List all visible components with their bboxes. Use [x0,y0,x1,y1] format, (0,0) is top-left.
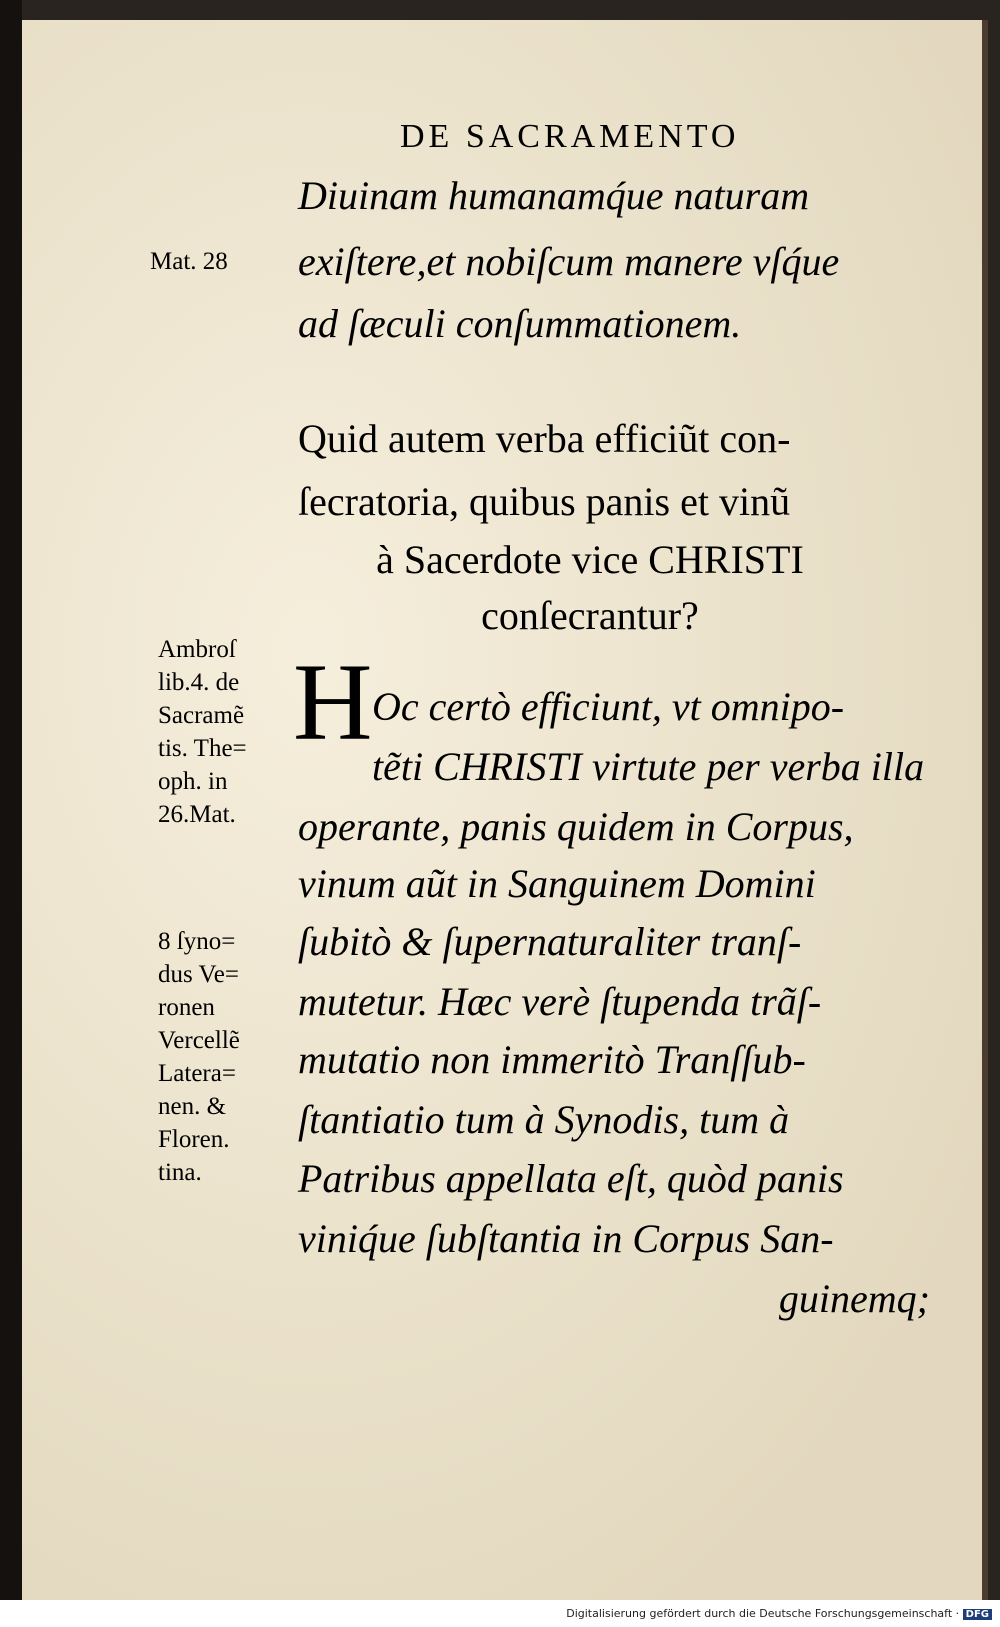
scan-left-edge [0,0,22,1627]
page-heading: DE SACRAMENTO [400,118,740,155]
text-line: exiſtere,et nobiſcum manere vſq́ue [298,239,840,284]
answer-line: mutatio non immeritò Tranſſub- [298,1037,806,1082]
margin-note-ambros: Ambroſ lib.4. de Sacramẽ tis. The= oph. in 26.Mat. [158,636,247,828]
dfg-logo: DFG [963,1609,992,1620]
question-line: ſecratoria, quibus panis et vinũ [298,479,791,524]
question-line: à Sacerdote vice CHRISTI [376,537,804,582]
answer-line: ſtantiatio tum à Synodis, tum à [298,1097,790,1142]
answer-line: Patribus appellata eſt, quòd panis [298,1156,844,1201]
question-line: conſecrantur? [481,593,699,638]
margin-note-mat: Mat. 28 [150,248,228,275]
margin-note-synodus: 8 ſyno= dus Ve= ronen Vercellẽ Latera= nen. & Floren. tina. [158,928,240,1186]
catchword: guinemq; [778,1276,930,1321]
answer-line: mutetur. Hæc verè ſtupenda trãſ- [298,979,822,1024]
answer-line: vinum aũt in Sanguinem Domini [298,861,816,906]
drop-cap: H [293,641,373,763]
answer-line: operante, panis quidem in Corpus, [298,804,854,849]
digitization-credit: Digitalisierung gefördert durch die Deutsche Forschungsgemeinschaft · DFG [566,1607,992,1620]
answer-line: Oc certò efficiunt, vt omnipo- [372,684,845,729]
text-line: Diuinam humanamq́ue naturam [298,173,810,218]
question-line: Quid autem verba efficiũt con- [298,416,791,461]
text-line: ad ſæculi conſummationem. [298,301,742,346]
answer-line: ſubitò & ſupernaturaliter tranſ- [298,919,802,964]
answer-line: tẽti CHRISTI virtute per verba illa [372,744,925,789]
answer-line: viniq́ue ſubſtantia in Corpus San- [298,1216,834,1261]
